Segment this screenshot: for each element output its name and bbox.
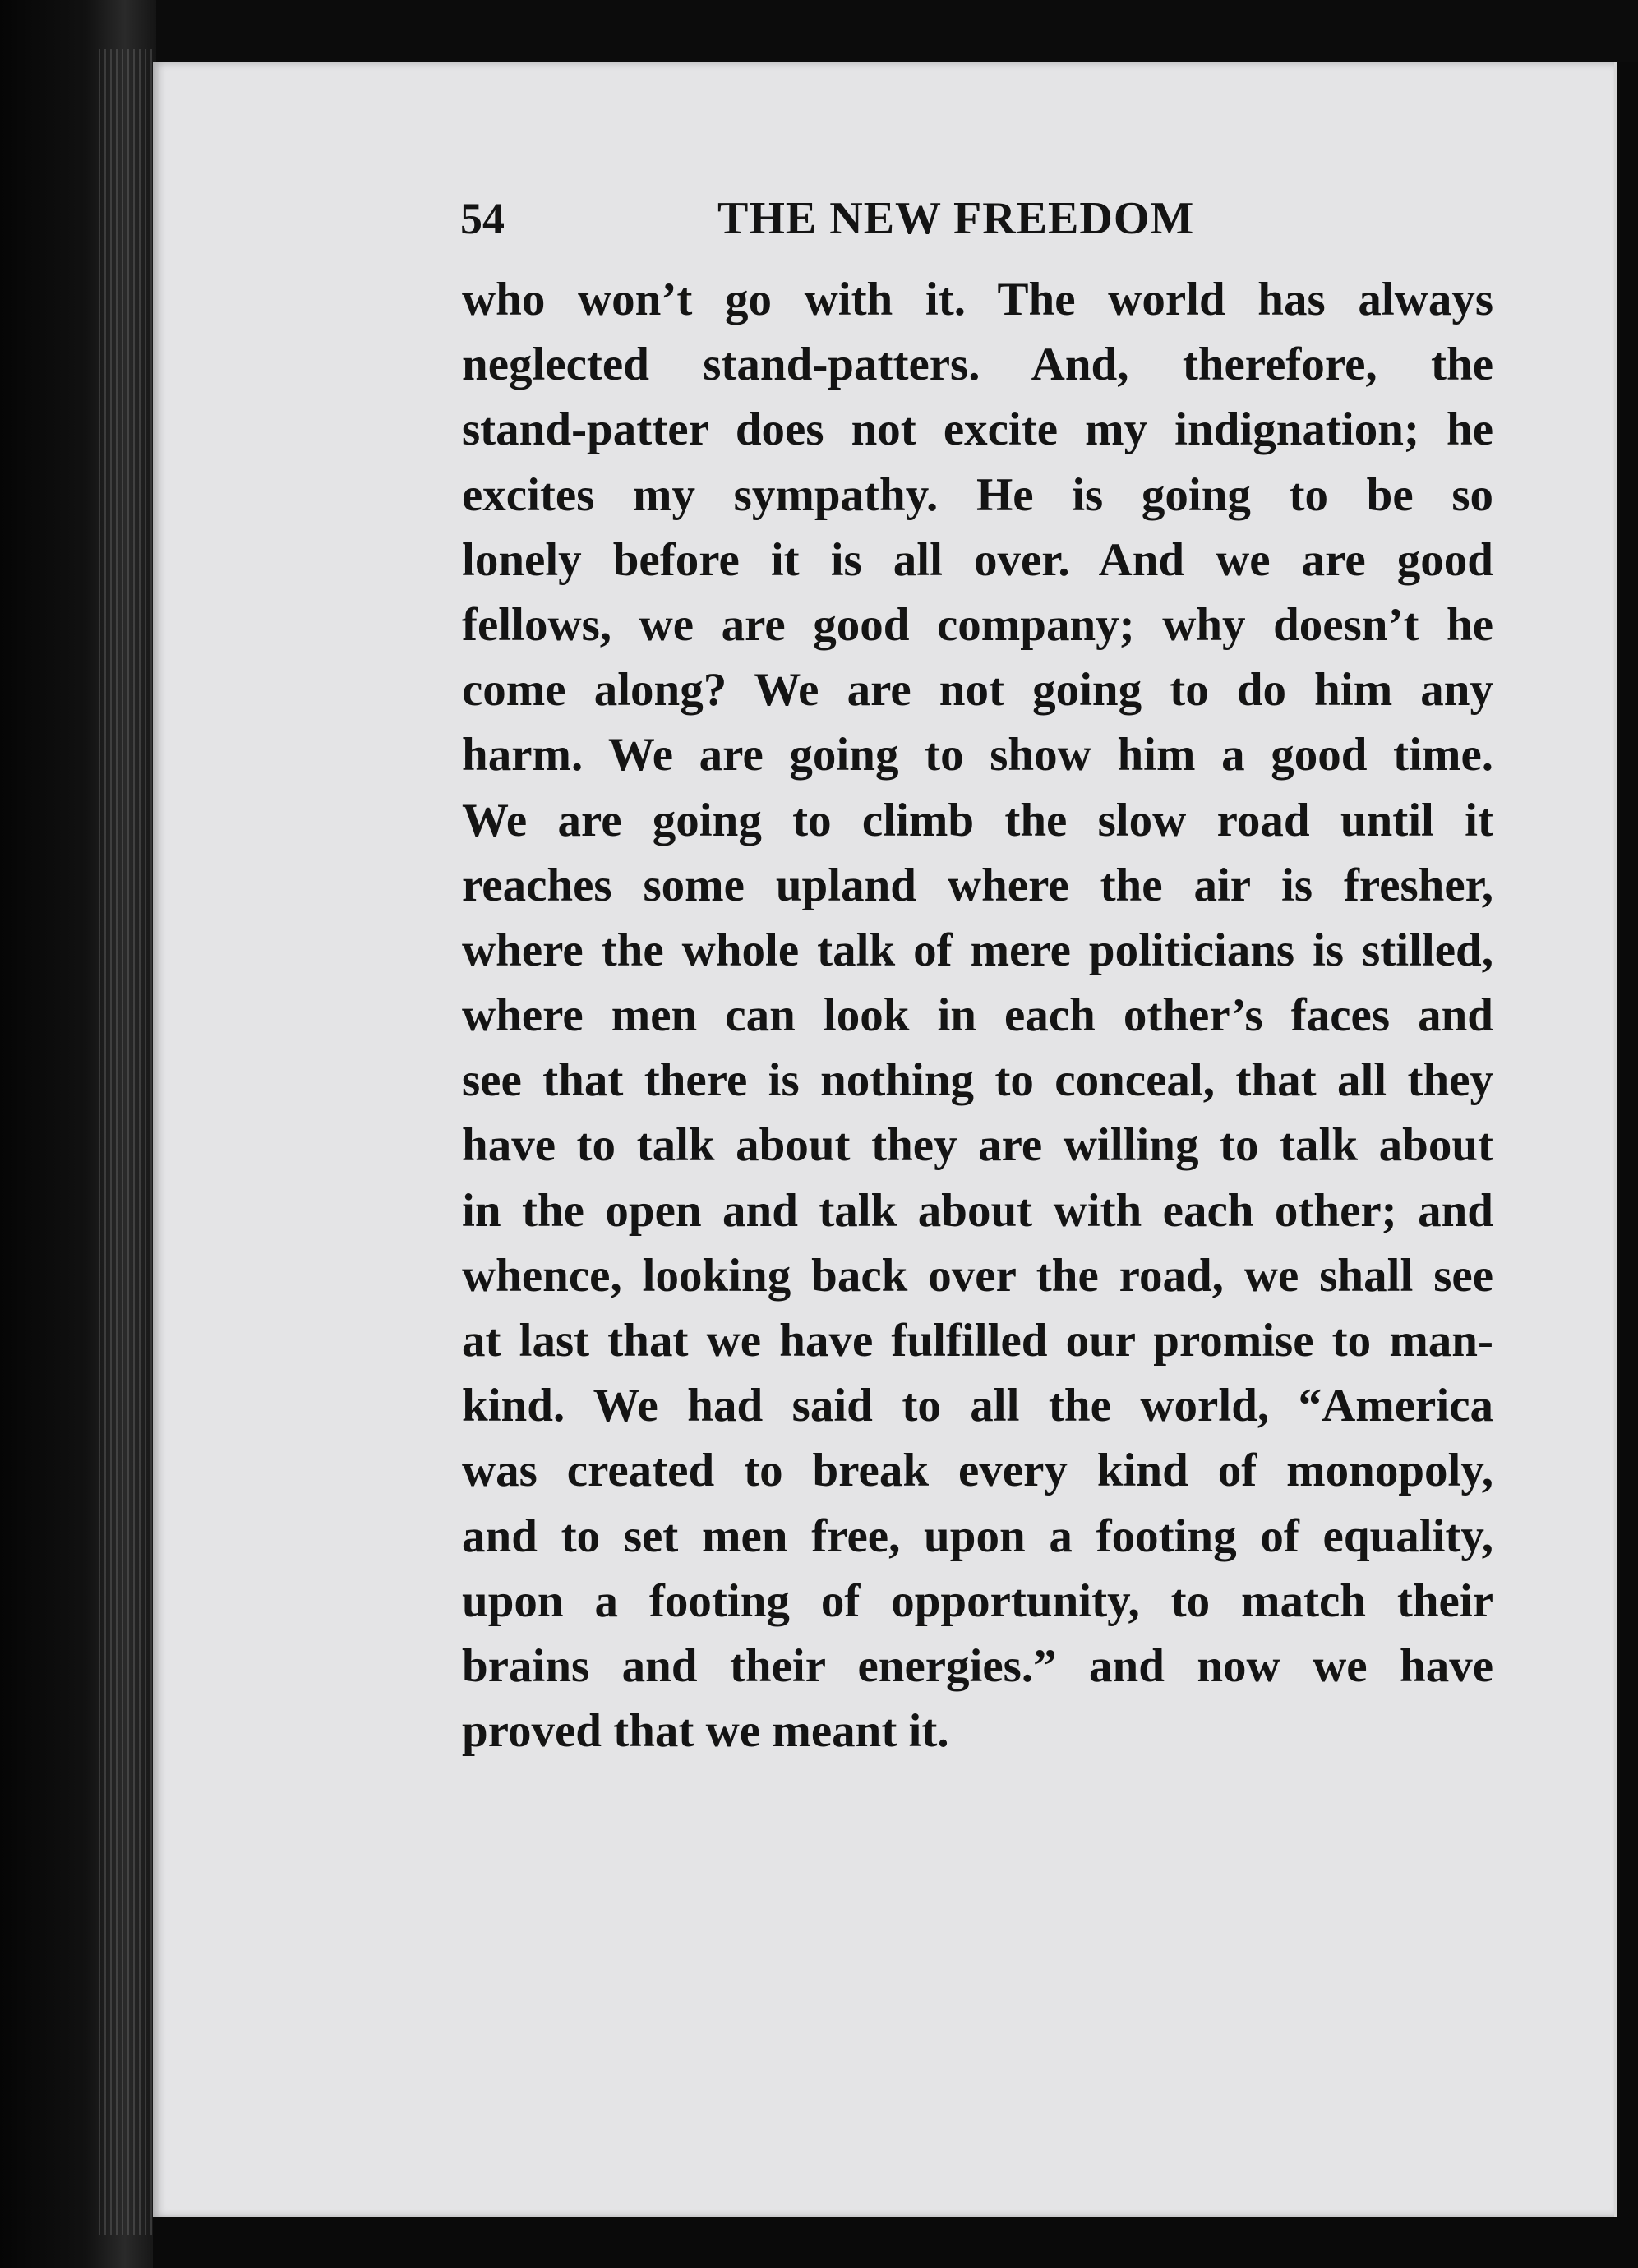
- page-bottom-edge: [153, 2217, 1638, 2268]
- text-line: where men can look in each other’s faces and: [462, 989, 1493, 1042]
- page-stack-edges: [99, 49, 156, 2235]
- running-header: [460, 186, 1282, 251]
- text-line: proved that we meant it.: [462, 1705, 949, 1758]
- text-line: brains and their energies.” and now we have: [462, 1639, 1493, 1692]
- text-line: see that there is nothing to conceal, that all they: [462, 1054, 1493, 1107]
- text-line: stand-patter does not excite my indignation; he: [462, 403, 1493, 456]
- text-line: kind. We had said to all the world, “America: [462, 1380, 1493, 1432]
- text-line: excites my sympathy. He is going to be so: [462, 468, 1493, 521]
- text-line: reaches some upland where the air is fresher,: [462, 859, 1493, 911]
- text-line: was created to break every kind of monopoly,: [462, 1445, 1493, 1497]
- text-line: whence, looking back over the road, we shall see: [462, 1249, 1493, 1302]
- text-line: who won’t go with it. The world has always: [462, 274, 1493, 325]
- text-line: harm. We are going to show him a good time.: [462, 729, 1493, 781]
- text-line: have to talk about they are willing to talk about: [462, 1119, 1493, 1172]
- page-right-edge: [1614, 62, 1638, 2217]
- page-number: 54: [460, 194, 505, 243]
- text-line: in the open and talk about with each other; and: [462, 1184, 1493, 1237]
- text-line: come along? We are not going to do him any: [462, 664, 1493, 717]
- text-line: where the whole talk of mere politicians is stilled,: [462, 924, 1493, 976]
- text-line: fellows, we are good company; why doesn’t he: [462, 598, 1493, 651]
- running-title: THE NEW FREEDOM: [717, 193, 1195, 244]
- text-line: upon a footing of opportunity, to match their: [462, 1574, 1493, 1627]
- text-line: neglected stand-patters. And, therefore, the: [462, 339, 1493, 391]
- text-line: at last that we have fulfilled our promise to man-: [462, 1315, 1493, 1367]
- body-text: [462, 267, 1493, 1763]
- text-line: We are going to climb the slow road until it: [462, 794, 1493, 846]
- text-line: lonely before it is all over. And we are good: [462, 533, 1493, 586]
- text-line: and to set men free, upon a footing of equality,: [462, 1510, 1493, 1562]
